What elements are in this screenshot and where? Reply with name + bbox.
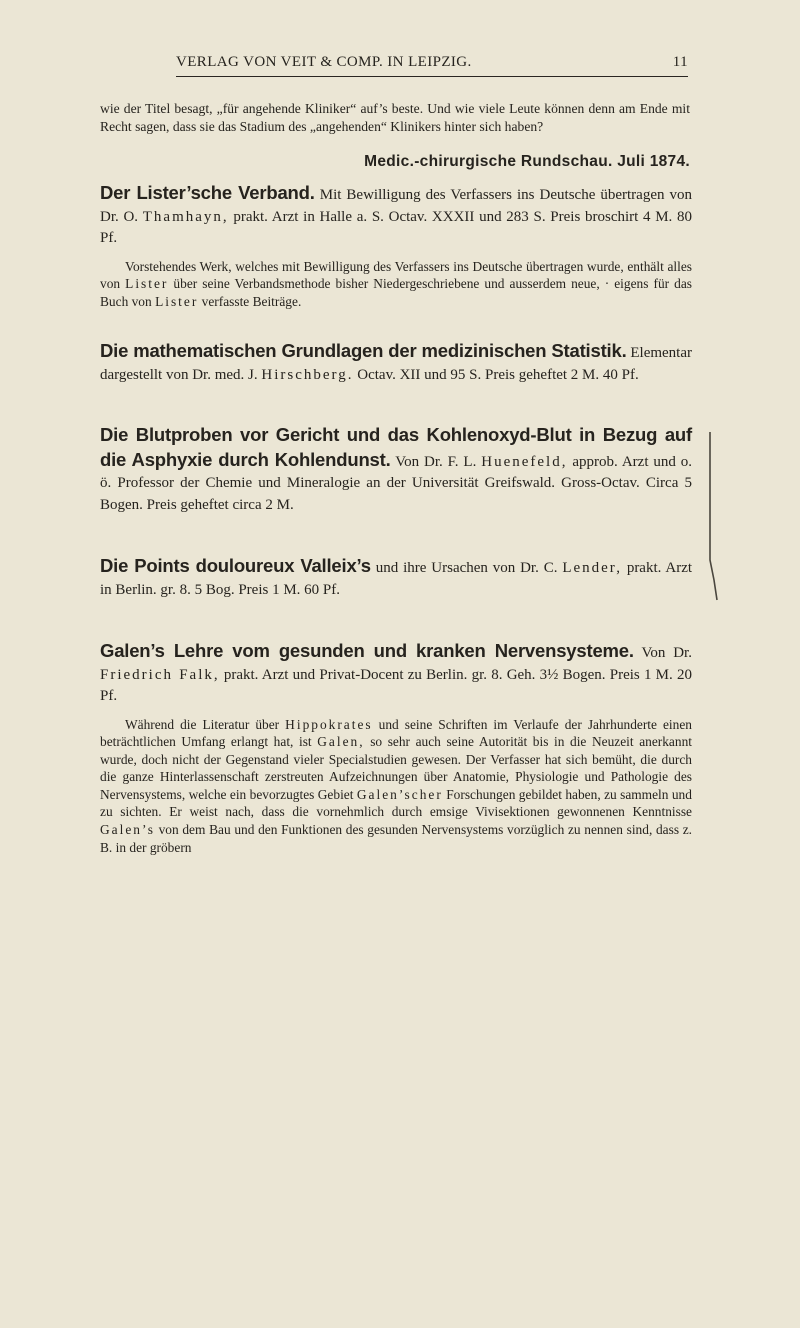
entry-description [100, 716, 692, 857]
description-text: Forschungen gebildet haben, zu sammeln und zu sichten. Er weist nach, dass die vornehmlich durch emsige Vivisektionen gewonnenen Kenntnisse [100, 786, 692, 820]
book-entry-statistik [100, 340, 692, 386]
intro-quote: wie der Titel besagt, „für angehende Kliniker“ auf’s beste. Und wie viele Leute können denn am Ende mit Recht sagen, dass sie das Stadium des „angehenden“ Klinikers hinter sich haben? [100, 101, 690, 134]
person-name: Lister [155, 293, 199, 309]
person-name: Lister [125, 276, 169, 292]
page-number: 11 [672, 54, 688, 70]
book-title: Die Blutproben vor Gericht und das Kohlenoxyd-Blut in Bezug auf die Asphyxie durch Kohlendunst. [100, 424, 692, 470]
running-head: VERLAG VON VEIT & COMP. IN LEIPZIG. [176, 54, 472, 70]
margin-pencil-mark [708, 430, 718, 602]
entry-text: Octav. XII und 95 S. Preis geheftet 2 M. 40 Pf. [357, 366, 639, 383]
person-name: Galen’s [100, 822, 155, 838]
author-name: Lender, [562, 560, 622, 576]
author-name: Thamhayn, [142, 208, 229, 225]
book-title: Der Lister’sche Verband. [100, 182, 315, 203]
running-header [176, 54, 688, 77]
description-text: Vorstehendes Werk, welches mit Bewilligung des Verfassers ins Deutsche übertragen wurde, enthält alles von [100, 258, 692, 292]
description-text: Während die Literatur über [125, 716, 280, 732]
review-source: Medic.-chirurgische Rundschau. Juli 1874. [364, 153, 690, 170]
description-text: von dem Bau und den Funktionen des gesunden Nervensystems vorzüglich zu nennen sind, dass z. B. in der gröbern [100, 822, 692, 855]
entry-text: approb. Arzt und o. ö. Professor der Chemie und Mineralogie an der Universität Greifswald. Gross-Octav. Circa 5 Bogen. Preis geheftet circa 2 M. [100, 453, 693, 513]
author-name: Huenefeld, [481, 453, 568, 470]
description-text: über seine Verbandsmethode bisher Niedergeschriebene und ausserdem neue, · eigens für das Buch von [100, 276, 692, 309]
description-text: und seine Schriften im Verlaufe der Jahrhunderte einen beträchtlichen Umfang erlangt hat, ist [100, 716, 692, 750]
entry-text: und ihre Ursachen von Dr. C. [375, 560, 558, 576]
description-text: verfasste Beiträge. [201, 293, 302, 309]
entry-text: Elementar dargestellt von Dr. med. J. [100, 345, 692, 383]
book-entry-lister [100, 182, 692, 310]
person-name: Galen, [317, 734, 365, 750]
entry-text: Mit Bewilligung des Verfassers ins Deutsche übertragen von Dr. O. [100, 187, 693, 225]
book-title: Die Points douloureux Valleix’s [100, 555, 371, 576]
book-entry-galen [100, 640, 692, 856]
book-entry-valleix [100, 555, 692, 601]
author-name: Friedrich Falk, [100, 666, 220, 683]
book-title: Galen’s Lehre vom gesunden und kranken Nervensysteme. [100, 640, 634, 661]
entry-description [100, 258, 692, 311]
entry-text: prakt. Arzt in Halle a. S. Octav. XXXII und 283 S. Preis broschirt 4 M. 80 Pf. [100, 208, 693, 246]
entry-text: Von Dr. [641, 645, 692, 661]
entry-text: Von Dr. F. L. [395, 453, 477, 470]
person-name: Hippokrates [285, 716, 373, 732]
entry-text: prakt. Arzt in Berlin. gr. 8. 5 Bog. Preis 1 M. 60 Pf. [100, 560, 693, 598]
book-entry-blutproben [100, 424, 692, 516]
description-text: so sehr auch seine Autorität bis in die Neuzeit anerkannt wurde, doch nicht der Gegenstand vieler Specialstudien gewesen. Der Verfasser hat sich bemüht, die durch die ganze Hinterlassenschaft zerstreuten Aufzeichnungen über Anatomie, Physiologie und Pathologie des Nervensystems, welche ein bevorzugtes Gebiet [100, 734, 692, 802]
author-name: Hirschberg. [261, 366, 354, 383]
entry-text: prakt. Arzt und Privat-Docent zu Berlin. gr. 8. Geh. 3½ Bogen. Preis 1 M. 20 Pf. [100, 666, 692, 704]
book-title: Die mathematischen Grundlagen der medizinischen Statistik. [100, 340, 627, 361]
person-name: Galen’scher [356, 786, 443, 802]
